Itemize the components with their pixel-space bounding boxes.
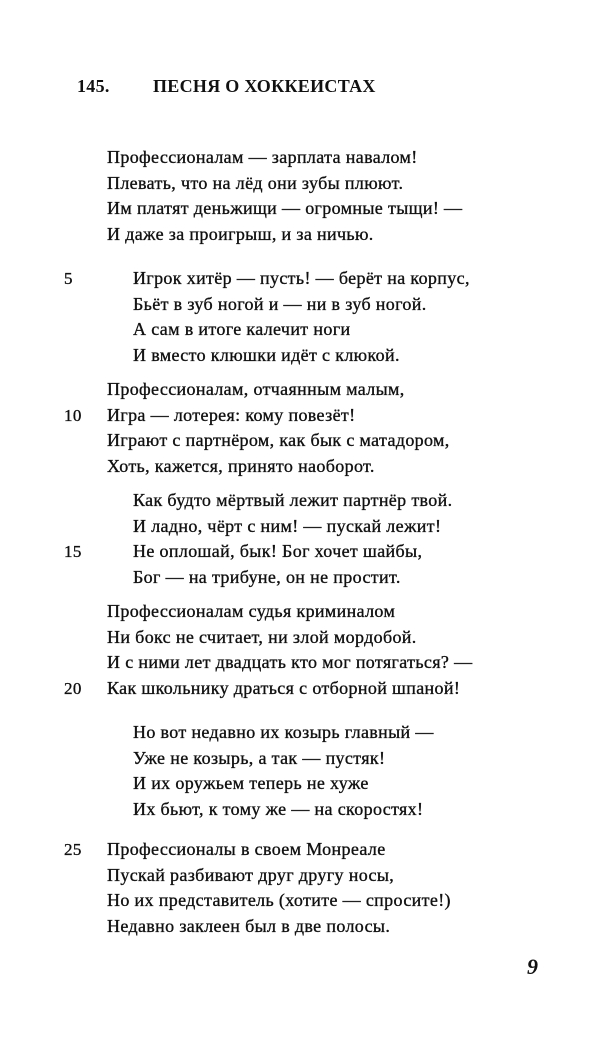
- verse-text: Профессионалы в своем Монреале: [107, 839, 386, 859]
- line-number: 10: [64, 405, 82, 425]
- poem-title: ПЕСНЯ О ХОККЕИСТАХ: [153, 76, 376, 96]
- verse-line: [0, 676, 600, 702]
- poem-number: 145.: [77, 76, 110, 96]
- verse-line: [0, 428, 600, 454]
- verse-line: [0, 771, 600, 797]
- page-number: 9: [527, 954, 538, 979]
- stanza-7: [0, 837, 600, 940]
- verse-text: Бьёт в зуб ногой и — ни в зуб ногой.: [133, 293, 427, 314]
- line-number: 5: [64, 269, 73, 288]
- verse-text: Плевать, что на лёд они зубы плюют.: [107, 172, 404, 193]
- stanza-5: [0, 599, 600, 702]
- verse-text: Уже не козырь, а так — пустяк!: [133, 747, 386, 768]
- verse-line: [0, 514, 600, 540]
- verse-line: [0, 403, 600, 429]
- verse-line: [0, 797, 600, 823]
- verse-text: Недавно заклеен был в две полосы.: [107, 916, 391, 937]
- verse-line: [0, 222, 600, 248]
- verse-line: [0, 565, 600, 591]
- verse-text: Игра — лотерея: кому повезёт!: [107, 404, 356, 425]
- verse-line: [0, 292, 600, 318]
- verse-text: Не оплошай, бык! Бог хочет шайбы,: [133, 541, 423, 562]
- verse-text: И даже за проигрыш, и за ничью.: [107, 224, 374, 245]
- stanza-3: [0, 377, 600, 480]
- stanza-2: [0, 266, 600, 369]
- verse-line: [0, 650, 600, 676]
- verse-line: [0, 720, 600, 746]
- verse-line: [0, 145, 600, 171]
- stanza-6: [0, 720, 600, 823]
- verse-text: Их бьют, к тому же — на скоростях!: [133, 799, 424, 820]
- stanza-4: [0, 488, 600, 591]
- verse-text: Профессионалам, отчаянным малым,: [107, 379, 405, 399]
- verse-line: [0, 196, 600, 222]
- verse-line: [0, 171, 600, 197]
- line-number: 20: [64, 679, 82, 699]
- verse-text: Хоть, кажется, принято наоборот.: [107, 456, 375, 477]
- verse-text: Ни бокс не считает, ни злой мордобой.: [107, 626, 417, 647]
- verse-text: Как школьнику драться с отборной шпаной!: [107, 678, 461, 699]
- verse-line: [0, 914, 600, 940]
- verse-text: Пускай разбивают друг другу носы,: [107, 864, 395, 885]
- verse-text: И с ними лет двадцать кто мог потягаться? —: [107, 652, 473, 673]
- verse-line: [0, 454, 600, 480]
- verse-text: И вместо клюшки идёт с клюкой.: [133, 345, 400, 366]
- verse-text: Профессионалам судья криминалом: [107, 601, 396, 621]
- verse-text: Игрок хитёр — пусть! — берёт на корпус,: [133, 268, 470, 288]
- stanza-1: [0, 145, 600, 248]
- verse-line: [0, 863, 600, 889]
- verse-line: [0, 746, 600, 772]
- verse-text: А сам в итоге калечит ноги: [133, 319, 351, 340]
- verse-text: Но их представитель (хотите — спросите!): [107, 890, 451, 911]
- verse-line: [0, 888, 600, 914]
- verse-line: [0, 539, 600, 565]
- verse-line: [0, 317, 600, 343]
- verse-text: Играют с партнёром, как бык с матадором,: [107, 430, 450, 451]
- verse-text: Бог — на трибуне, он не простит.: [133, 567, 401, 588]
- verse-text: И их оружьем теперь не хуже: [133, 773, 369, 794]
- verse-text: Профессионалам — зарплата навалом!: [107, 147, 418, 167]
- verse-line: [0, 377, 600, 403]
- verse-text: И ладно, чёрт с ним! — пускай лежит!: [133, 515, 442, 536]
- verse-text: Но вот недавно их козырь главный —: [133, 722, 434, 742]
- verse-line: [0, 488, 600, 514]
- verse-text: Как будто мёртвый лежит партнёр твой.: [133, 490, 453, 510]
- line-number: 15: [64, 542, 82, 562]
- verse-line: [0, 343, 600, 369]
- verse-line: [0, 837, 600, 863]
- verse-line: [0, 625, 600, 651]
- verse-line: [0, 599, 600, 625]
- line-number: 25: [64, 840, 82, 859]
- verse-text: Им платят деньжищи — огромные тыщи! —: [107, 198, 463, 219]
- verse-line: [0, 266, 600, 292]
